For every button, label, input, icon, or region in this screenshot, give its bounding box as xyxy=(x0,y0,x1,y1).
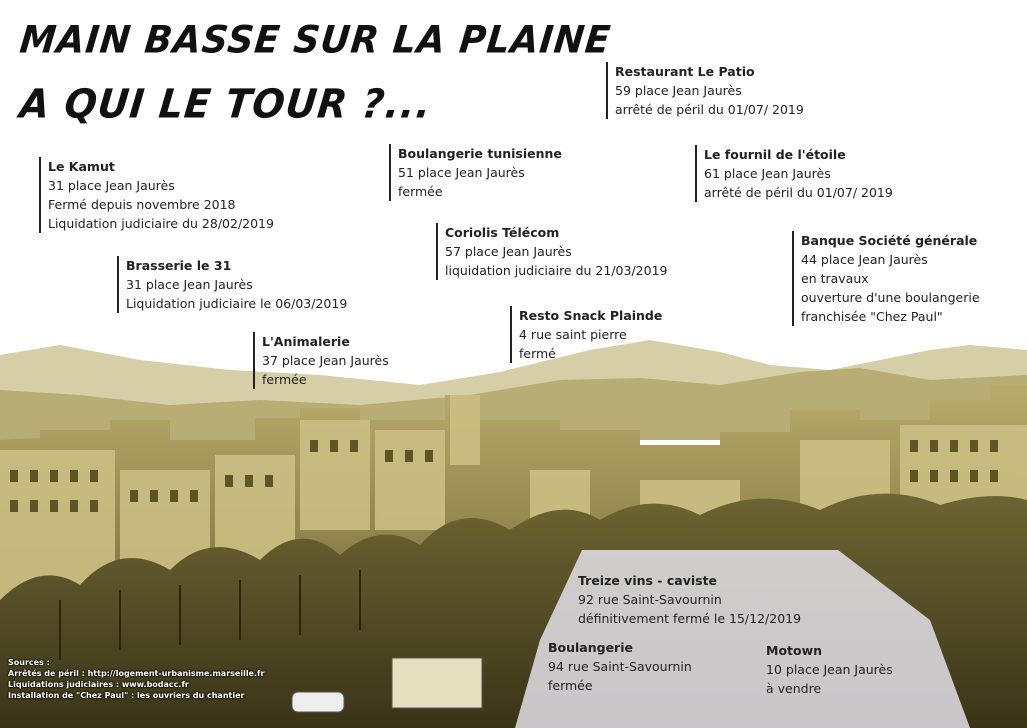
entry-name: Motown xyxy=(766,643,823,658)
entry-name: Le Kamut xyxy=(48,159,115,174)
entry-line: 51 place Jean Jaurès xyxy=(398,165,525,180)
entry-coriolis-telecom xyxy=(436,223,667,280)
sources-line: Installation de "Chez Paul" : les ouvriers du chantier xyxy=(8,691,245,700)
entry-resto-snack-plainde xyxy=(510,306,662,363)
entry-line: 10 place Jean Jaurès xyxy=(766,662,893,677)
entry-motown xyxy=(766,641,893,698)
entry-name: Brasserie le 31 xyxy=(126,258,232,273)
entry-line: 31 place Jean Jaurès xyxy=(48,178,175,193)
entry-name: Boulangerie tunisienne xyxy=(398,146,562,161)
car xyxy=(292,692,344,712)
entry-line: fermée xyxy=(398,184,443,199)
entry-le-fournil-de-l-etoile xyxy=(695,145,893,202)
entry-boulangerie-tunisienne xyxy=(389,144,562,201)
entry-name: Coriolis Télécom xyxy=(445,225,560,240)
title-line-2: A QUI LE TOUR ?... xyxy=(17,80,434,128)
entry-line: 59 place Jean Jaurès xyxy=(615,83,742,98)
entry-line: Fermé depuis novembre 2018 xyxy=(48,197,236,212)
entry-line: 94 rue Saint-Savournin xyxy=(548,659,692,674)
entry-line: à vendre xyxy=(766,681,822,696)
entry-line: 4 rue saint pierre xyxy=(519,327,627,342)
entry-name: Le fournil de l'étoile xyxy=(704,147,846,162)
entry-line: définitivement fermé le 15/12/2019 xyxy=(578,611,802,626)
sources-line: Liquidations judiciaires : www.bodacc.fr xyxy=(8,680,189,689)
entry-line: 92 rue Saint-Savournin xyxy=(578,592,722,607)
entry-line: fermée xyxy=(548,678,593,693)
entry-l-animalerie xyxy=(253,332,389,389)
entry-line: Liquidation judiciaire le 06/03/2019 xyxy=(126,296,348,311)
entry-line: en travaux xyxy=(801,271,869,286)
entry-line: ouverture d'une boulangerie xyxy=(801,290,980,305)
entry-line: 37 place Jean Jaurès xyxy=(262,353,389,368)
entry-brasserie-le-31 xyxy=(117,256,347,313)
entry-line: franchisée "Chez Paul" xyxy=(801,309,943,324)
entry-treize-vins-caviste xyxy=(578,571,801,628)
sources-heading: Sources : xyxy=(8,658,50,667)
entry-line: 61 place Jean Jaurès xyxy=(704,166,831,181)
entry-name: Treize vins - caviste xyxy=(578,573,718,588)
entry-line: 31 place Jean Jaurès xyxy=(126,277,253,292)
sources xyxy=(8,657,264,701)
entry-line: liquidation judiciaire du 21/03/2019 xyxy=(445,263,668,278)
entry-line: arrêté de péril du 01/07/ 2019 xyxy=(704,185,893,200)
entry-name: Restaurant Le Patio xyxy=(615,64,755,79)
entry-name: L'Animalerie xyxy=(262,334,350,349)
entry-boulangerie xyxy=(548,638,692,695)
entry-name: Banque Société générale xyxy=(801,233,978,248)
entry-line: Liquidation judiciaire du 28/02/2019 xyxy=(48,216,274,231)
entry-restaurant-le-patio xyxy=(606,62,804,119)
title-line-1: MAIN BASSE SUR LA PLAINE xyxy=(17,18,614,63)
entry-line: 44 place Jean Jaurès xyxy=(801,252,928,267)
entry-name: Boulangerie xyxy=(548,640,633,655)
entry-line: arrêté de péril du 01/07/ 2019 xyxy=(615,102,804,117)
entry-line: fermée xyxy=(262,372,307,387)
entry-line: 57 place Jean Jaurès xyxy=(445,244,572,259)
entry-banque-societe-generale xyxy=(792,231,980,326)
entry-name: Resto Snack Plainde xyxy=(519,308,663,323)
sources-line: Arrêtés de péril : http://logement-urbanisme.marseille.fr xyxy=(8,669,265,678)
entry-line: fermé xyxy=(519,346,556,361)
entry-le-kamut xyxy=(39,157,274,233)
kiosk xyxy=(392,658,482,708)
